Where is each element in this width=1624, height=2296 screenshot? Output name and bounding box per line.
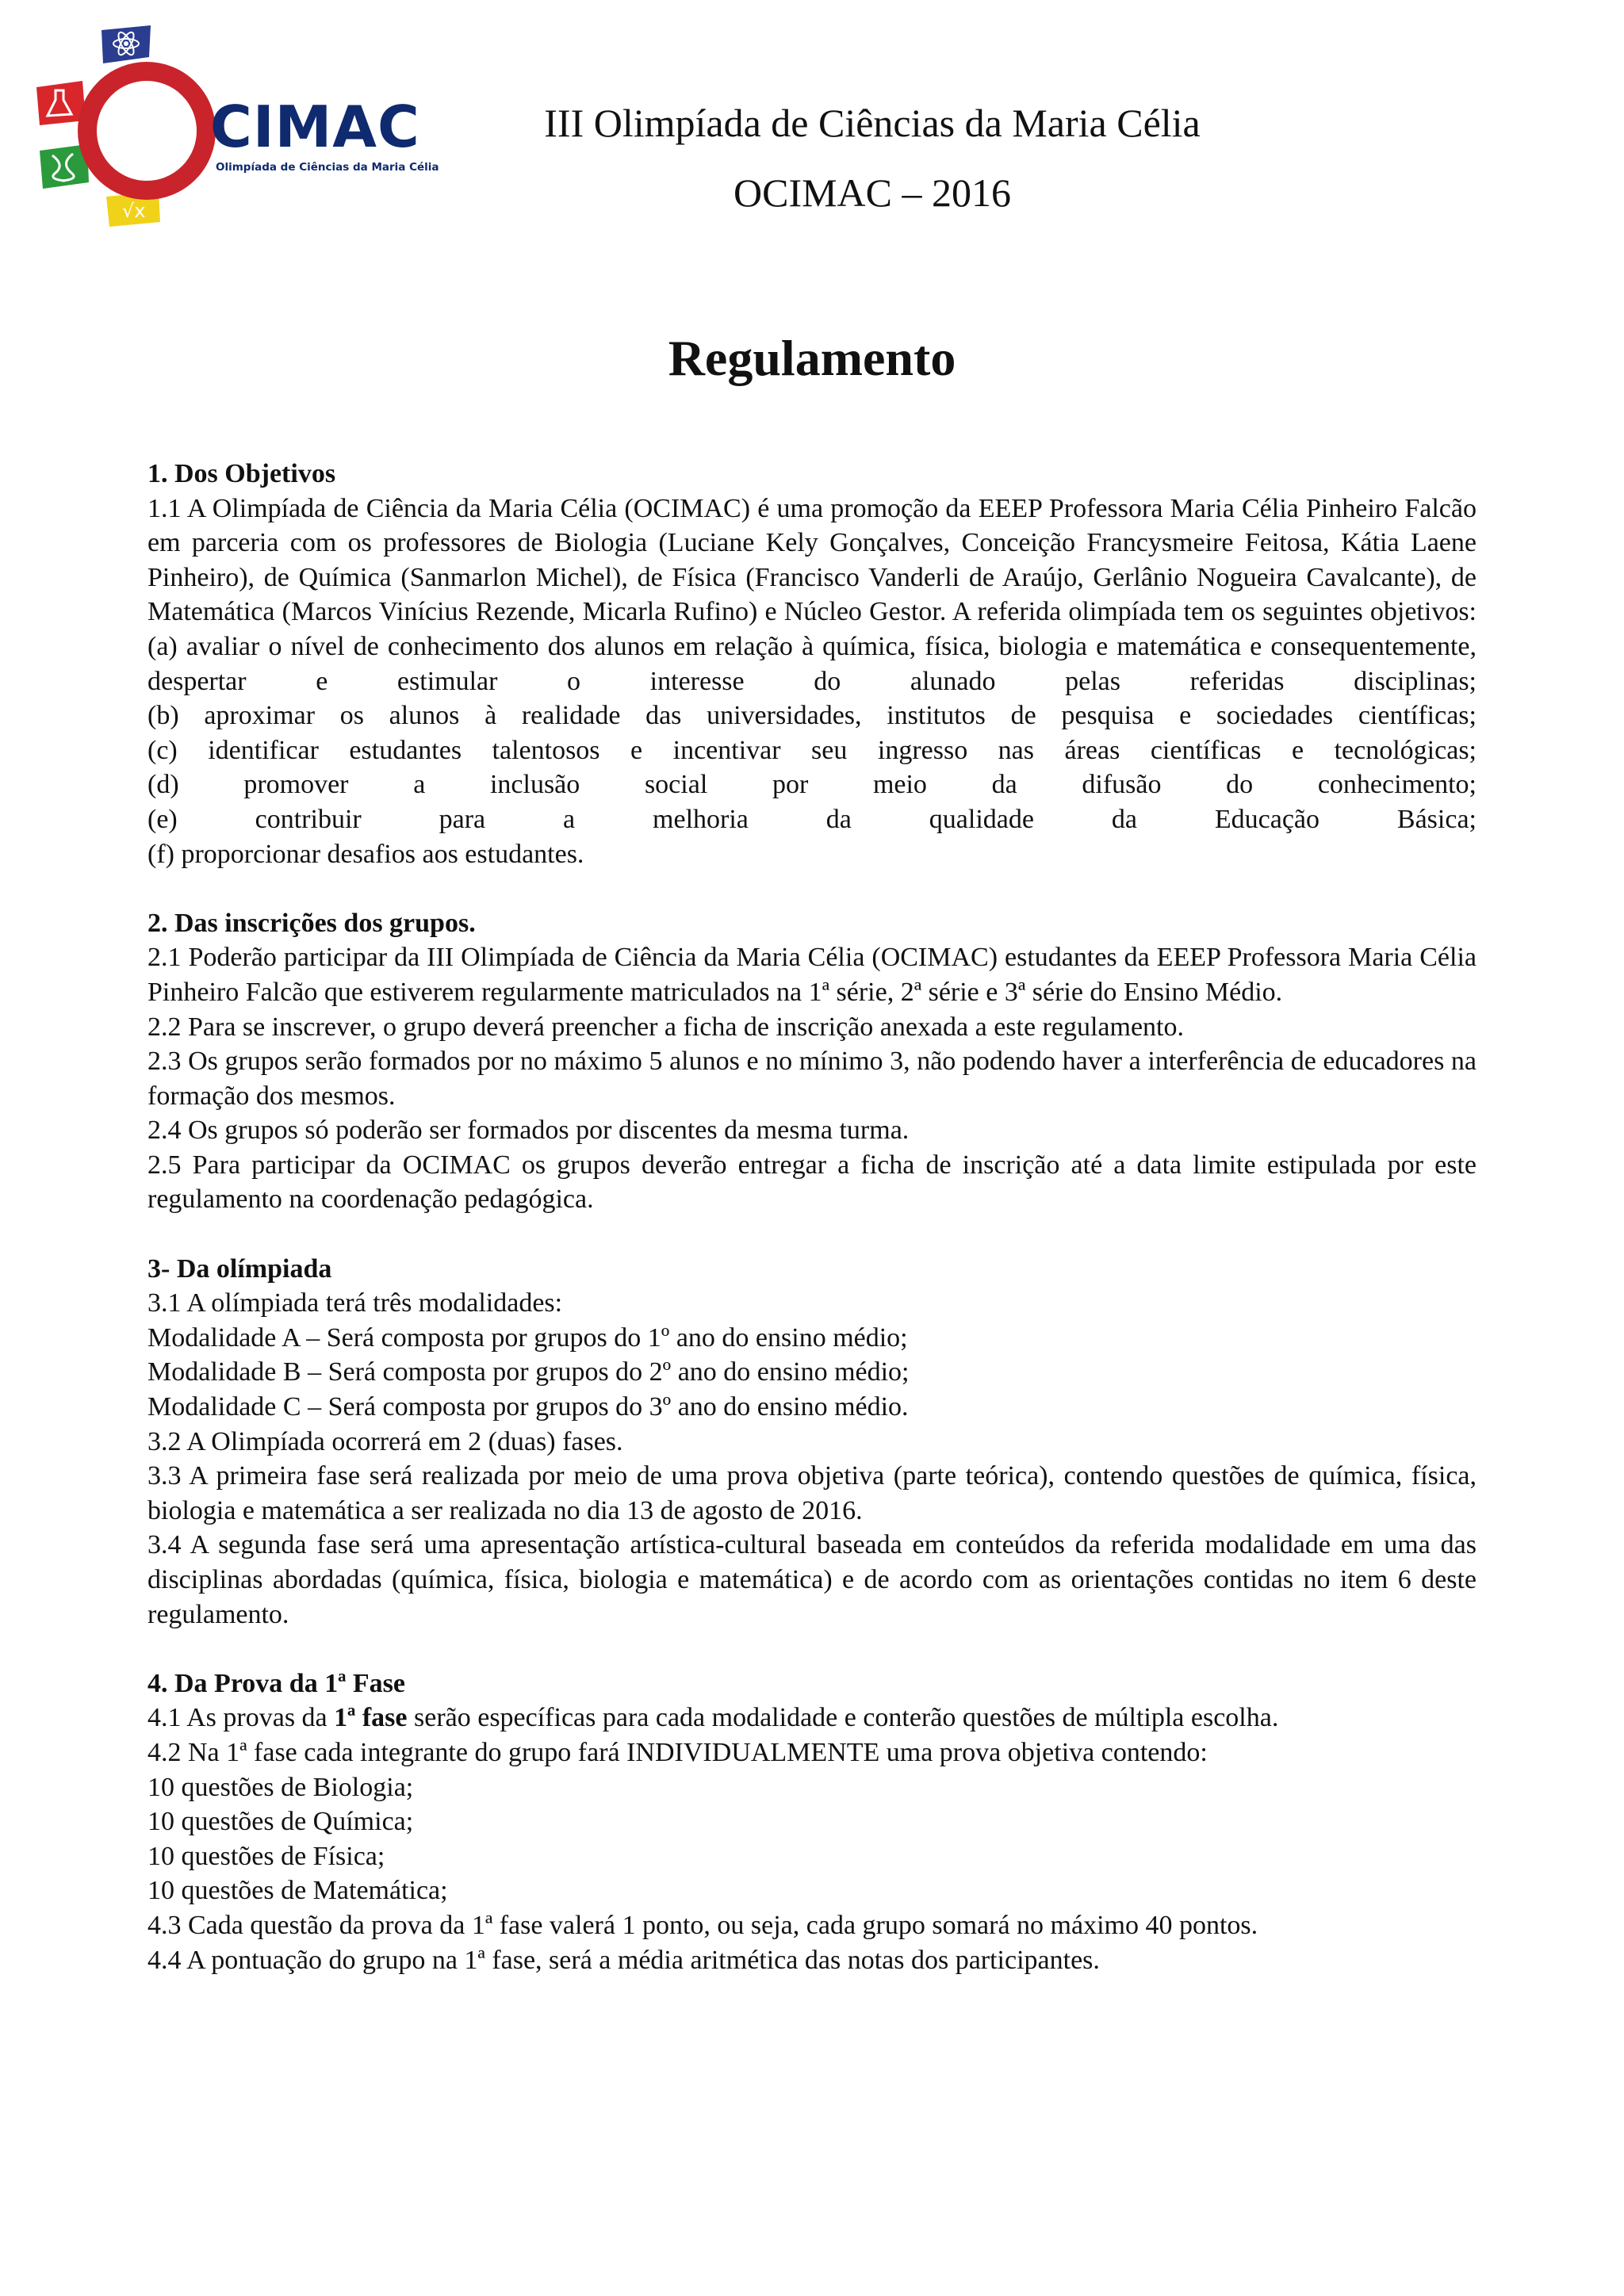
paragraph-4-4: 4.4 A pontuação do grupo na 1ª fase, será a média aritmética das notas dos participantes. [147, 1945, 1100, 1975]
section-olympiad [147, 1252, 1477, 1632]
paragraph-4-1 [147, 1701, 1477, 1735]
section-heading: 2. Das inscrições dos grupos. [147, 908, 476, 938]
objective-a: (a) avaliar o nível de conhecimento dos alunos em relação à química, física, biologia e matemática e consequentemente, despertar e estimular o interesse do alunado pelas referidas disciplinas; [147, 631, 1477, 696]
section-heading: 3- Da olímpiada [147, 1253, 332, 1284]
flag-blue-atom-icon [102, 25, 151, 63]
flag-red-flask-icon [36, 81, 86, 125]
modality-c: Modalidade C – Será composta por grupos do 3º ano do ensino médio. [147, 1392, 909, 1422]
paragraph-4-3: 4.3 Cada questão da prova da 1ª fase valerá 1 ponto, ou seja, cada grupo somará no máximo 40 pontos. [147, 1910, 1258, 1940]
paragraph-2-1: 2.1 Poderão participar da III Olimpíada de Ciência da Maria Célia (OCIMAC) estudantes da EEEP Professora Maria Célia Pinheiro Falcão que estiverem regularmente matriculados na 1ª série, 2ª série e 3ª série do Ensino Médio. [147, 943, 1477, 1007]
header-subtitle: OCIMAC – 2016 [733, 170, 1012, 215]
modality-a: Modalidade A – Será composta por grupos do 1º ano do ensino médio; [147, 1322, 908, 1353]
ocimac-logo [32, 22, 476, 236]
questions-chemistry: 10 questões de Química; [147, 1807, 414, 1837]
paragraph-2-2: 2.2 Para se inscrever, o grupo deverá preencher a ficha de inscrição anexada a este regulamento. [147, 1012, 1184, 1042]
paragraph-3-4: 3.4 A segunda fase será uma apresentação artística-cultural baseada em conteúdos da referida modalidade em uma das disciplinas abordadas (química, física, biologia e matemática) e de acordo com as orientações contidas no item 6 deste regulamento. [147, 1530, 1477, 1629]
questions-physics: 10 questões de Física; [147, 1841, 385, 1871]
paragraph-1-1: 1.1 A Olimpíada de Ciência da Maria Célia (OCIMAC) é uma promoção da EEEP Professora Maria Célia Pinheiro Falcão em parceria com os professores de Biologia (Luciane Kely Gonçalves, Conceição Francysmeire Feitosa, Kátia Laene Pinheiro), de Química (Sanmarlon Michel), de Física (Francisco Vanderli de Araújo, Gerlânio Nogueira Cavalcante), de Matemática (Marcos Vinícius Rezende, Micarla Rufino) e Núcleo Gestor. A referida olimpíada tem os seguintes objetivos: [147, 493, 1477, 627]
paragraph-4-2: 4.2 Na 1ª fase cada integrante do grupo fará INDIVIDUALMENTE uma prova objetiva contendo: [147, 1737, 1208, 1767]
document-title: Regulamento [668, 330, 956, 386]
objective-c: (c) identificar estudantes talentosos e incentivar seu ingresso nas áreas científicas e tecnológicas; [147, 735, 1477, 765]
questions-math: 10 questões de Matemática; [147, 1876, 448, 1906]
logo-ring [87, 71, 206, 190]
logo-wordmark: CIMAC [210, 94, 420, 160]
paragraph-3-2: 3.2 A Olimpíada ocorrerá em 2 (duas) fases. [147, 1426, 623, 1456]
paragraph-2-3: 2.3 Os grupos serão formados por no máximo 5 alunos e no mínimo 3, não podendo haver a interferência de educadores na formação dos mesmos. [147, 1047, 1477, 1111]
paragraph-4-1-start: 4.1 As provas da [147, 1703, 335, 1733]
logo-subtitle: Olimpíada de Ciências da Maria Célia [216, 161, 439, 174]
paragraph-3-1: 3.1 A olímpiada terá três modalidades: [147, 1288, 563, 1318]
section-registration [147, 906, 1477, 1217]
objective-f: (f) proporcionar desafios aos estudantes. [147, 839, 584, 869]
questions-biology: 10 questões de Biologia; [147, 1772, 414, 1802]
paragraph-3-3: 3.3 A primeira fase será realizada por meio de uma prova objetiva (parte teórica), contendo questões de química, física, biologia e matemática a ser realizada no dia 13 de agosto de 2016. [147, 1461, 1477, 1525]
paragraph-4-1-bold: 1ª fase [334, 1703, 408, 1733]
paragraph-2-5: 2.5 Para participar da OCIMAC os grupos deverão entregar a ficha de inscrição até a data limite estipulada por este regulamento na coordenação pedagógica. [147, 1150, 1477, 1215]
section-objectives [147, 457, 1477, 871]
header-title: III Olimpíada de Ciências da Maria Célia [544, 101, 1201, 145]
objective-e: (e) contribuir para a melhoria da qualidade da Educação Básica; [147, 804, 1477, 834]
section-heading: 1. Dos Objetivos [147, 459, 336, 488]
objective-d: (d) promover a inclusão social por meio da difusão do conhecimento; [147, 770, 1477, 800]
modality-b: Modalidade B – Será composta por grupos do 2º ano do ensino médio; [147, 1357, 910, 1387]
section-heading: 4. Da Prova da 1ª Fase [147, 1668, 405, 1698]
regulation-body [147, 457, 1477, 2012]
section-first-phase [147, 1667, 1477, 1977]
logo-math-symbol: √x [122, 200, 146, 222]
paragraph-2-4: 2.4 Os grupos só poderão ser formados por discentes da mesma turma. [147, 1115, 910, 1146]
objective-b: (b) aproximar os alunos à realidade das universidades, institutos de pesquisa e sociedades científicas; [147, 701, 1477, 731]
paragraph-4-1-end: serão específicas para cada modalidade e conterão questões de múltipla escolha. [407, 1703, 1279, 1733]
